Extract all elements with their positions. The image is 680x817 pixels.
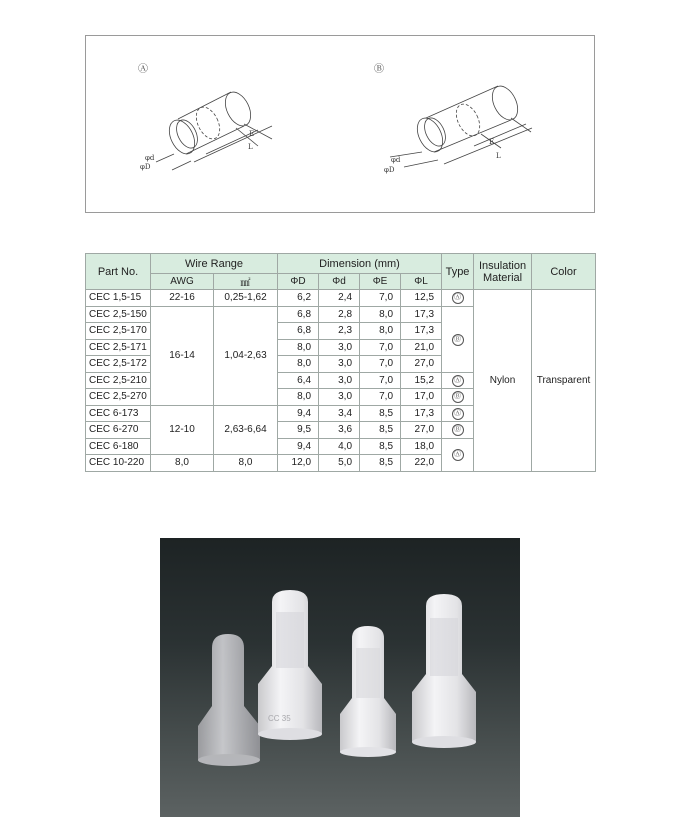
cell-part: CEC 2,5-171	[86, 339, 151, 356]
cell-E: 7,0	[360, 389, 401, 406]
cell-D: 6,4	[278, 372, 319, 389]
cell-L: 17,3	[401, 405, 442, 422]
type-badge: Ⓐ	[452, 375, 464, 387]
type-a-dim-l: L	[248, 143, 253, 151]
cell-d: 3,4	[319, 405, 360, 422]
cell-E: 8,0	[360, 306, 401, 323]
cell-part: CEC 6-180	[86, 438, 151, 455]
cell-color: Transparent	[532, 290, 596, 472]
header-color: Color	[532, 254, 596, 290]
cell-L: 12,5	[401, 290, 442, 307]
type-b-dim-d-outer: φD	[384, 166, 395, 174]
type-b-drawing	[374, 63, 532, 167]
header-mm2: ㎟	[214, 274, 278, 290]
cell-d: 2,3	[319, 323, 360, 340]
cell-type	[442, 422, 474, 439]
cell-L: 15,2	[401, 372, 442, 389]
cell-mm2: 0,25-1,62	[214, 290, 278, 307]
header-awg: AWG	[151, 274, 214, 290]
header-dim-L: ΦL	[401, 274, 442, 290]
cell-d: 3,0	[319, 372, 360, 389]
type-badge: Ⓐ	[452, 292, 464, 304]
connector-marking: CC 35	[268, 714, 291, 723]
cell-D: 9,4	[278, 405, 319, 422]
type-a-dim-e: E	[249, 130, 255, 138]
cell-L: 27,0	[401, 356, 442, 373]
cell-E: 8,5	[360, 438, 401, 455]
cell-mm2: 1,04-2,63	[214, 306, 278, 405]
cell-E: 7,0	[360, 372, 401, 389]
cell-d: 2,4	[319, 290, 360, 307]
cell-E: 8,5	[360, 405, 401, 422]
cell-E: 8,0	[360, 323, 401, 340]
header-dim-E: ΦE	[360, 274, 401, 290]
cell-E: 7,0	[360, 339, 401, 356]
cell-type	[442, 405, 474, 422]
type-b-label: Ⓑ	[374, 64, 384, 75]
connector-cap-2	[258, 590, 322, 740]
cell-d: 5,0	[319, 455, 360, 472]
cell-D: 6,8	[278, 306, 319, 323]
cell-L: 17,3	[401, 306, 442, 323]
type-a-dim-d-inner: φd	[145, 154, 155, 162]
closed-end-connectors-illustration	[160, 538, 520, 817]
type-a-dim-d-outer: φD	[140, 163, 151, 171]
cell-mm2: 8,0	[214, 455, 278, 472]
cell-D: 9,4	[278, 438, 319, 455]
cell-d: 3,0	[319, 356, 360, 373]
cell-part: CEC 2,5-210	[86, 372, 151, 389]
header-dimension: Dimension (mm)	[278, 254, 442, 274]
cell-d: 2,8	[319, 306, 360, 323]
cell-type	[442, 372, 474, 389]
header-part-no: Part No.	[86, 254, 151, 290]
connector-drawings	[86, 36, 596, 214]
cell-awg: 16-14	[151, 306, 214, 405]
cell-insulation: Nylon	[474, 290, 532, 472]
cell-D: 12,0	[278, 455, 319, 472]
cell-type	[442, 438, 474, 471]
type-badge: Ⓑ	[452, 391, 464, 403]
cell-part: CEC 2,5-170	[86, 323, 151, 340]
cell-E: 7,0	[360, 356, 401, 373]
type-a-label: Ⓐ	[138, 64, 148, 75]
cell-d: 3,0	[319, 389, 360, 406]
table-row	[86, 290, 596, 307]
cell-part: CEC 1,5-15	[86, 290, 151, 307]
cell-part: CEC 2,5-172	[86, 356, 151, 373]
cell-part: CEC 6-270	[86, 422, 151, 439]
product-photo	[160, 538, 520, 817]
cell-D: 8,0	[278, 339, 319, 356]
cell-awg: 12-10	[151, 405, 214, 455]
cell-D: 8,0	[278, 389, 319, 406]
header-dim-D: ΦD	[278, 274, 319, 290]
type-b-dim-e: E	[489, 138, 495, 146]
specification-table	[85, 253, 596, 472]
cell-awg: 8,0	[151, 455, 214, 472]
cell-type	[442, 389, 474, 406]
type-badge: Ⓑ	[452, 424, 464, 436]
cell-L: 17,0	[401, 389, 442, 406]
header-wire-range: Wire Range	[151, 254, 278, 274]
cell-D: 8,0	[278, 356, 319, 373]
cell-type	[442, 290, 474, 307]
header-type: Type	[442, 254, 474, 290]
cell-awg: 22-16	[151, 290, 214, 307]
cell-D: 9,5	[278, 422, 319, 439]
type-badge: Ⓐ	[452, 449, 464, 461]
cell-mm2: 2,63-6,64	[214, 405, 278, 455]
cell-part: CEC 2,5-150	[86, 306, 151, 323]
cell-part: CEC 10-220	[86, 455, 151, 472]
cell-E: 8,5	[360, 455, 401, 472]
header-insulation: Insulation Material	[474, 254, 532, 290]
cell-L: 21,0	[401, 339, 442, 356]
cell-part: CEC 2,5-270	[86, 389, 151, 406]
dimension-diagram	[85, 35, 595, 213]
type-badge: Ⓐ	[452, 408, 464, 420]
connector-cap-1	[198, 634, 260, 766]
cell-L: 18,0	[401, 438, 442, 455]
cell-L: 27,0	[401, 422, 442, 439]
cell-D: 6,2	[278, 290, 319, 307]
cell-L: 22,0	[401, 455, 442, 472]
cell-D: 6,8	[278, 323, 319, 340]
cell-L: 17,3	[401, 323, 442, 340]
cell-type	[442, 306, 474, 372]
cell-d: 4,0	[319, 438, 360, 455]
cell-part: CEC 6-173	[86, 405, 151, 422]
type-b-dim-d-inner: φd	[391, 156, 401, 164]
cell-d: 3,0	[319, 339, 360, 356]
type-badge: Ⓑ	[452, 334, 464, 346]
header-dim-d: Φd	[319, 274, 360, 290]
connector-cap-3	[340, 626, 396, 757]
type-b-dim-l: L	[496, 152, 501, 160]
type-a-drawing	[138, 63, 272, 170]
connector-cap-4	[412, 594, 476, 748]
cell-d: 3,6	[319, 422, 360, 439]
cell-E: 8,5	[360, 422, 401, 439]
cell-E: 7,0	[360, 290, 401, 307]
